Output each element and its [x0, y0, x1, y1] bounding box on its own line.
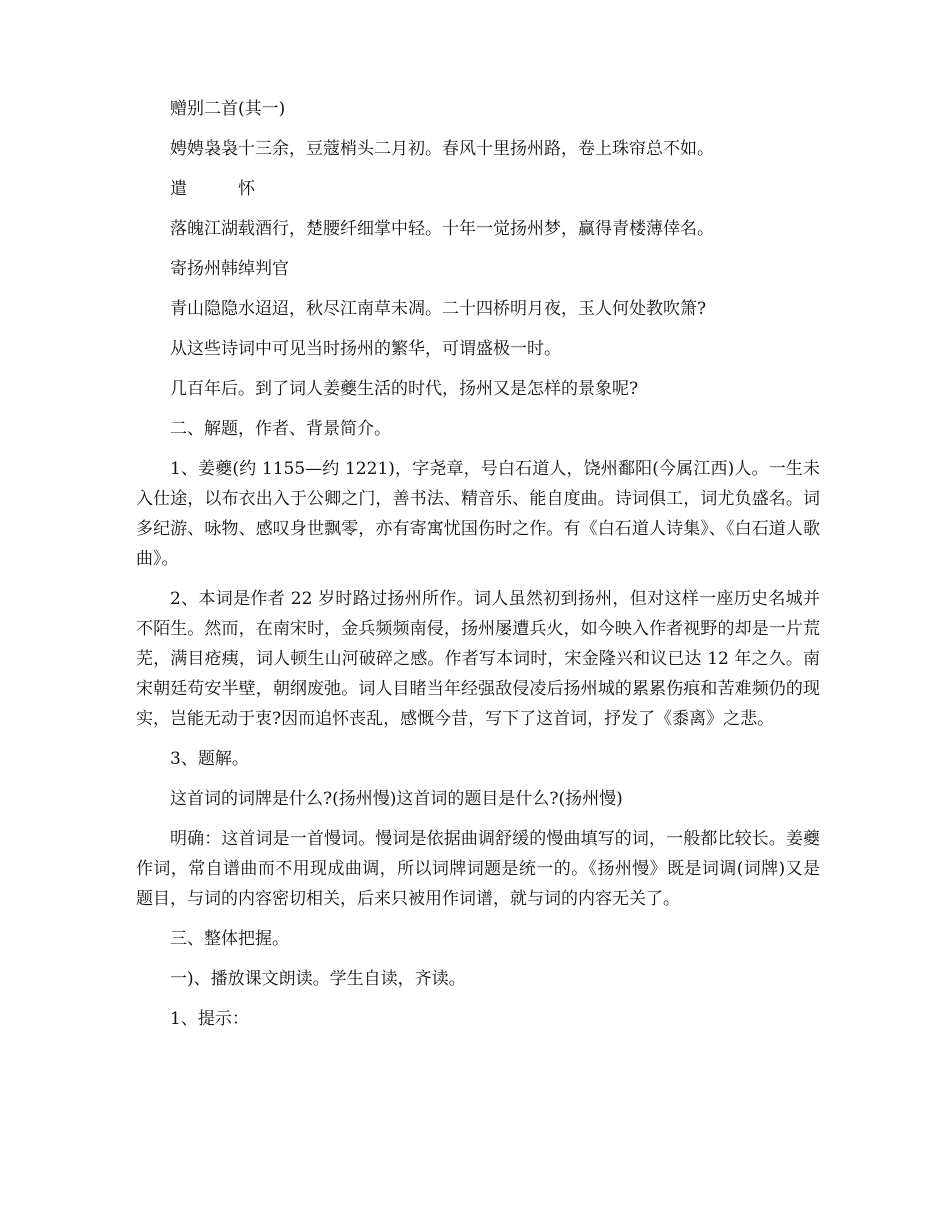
paragraph-hint: 1、提示： [170, 1009, 249, 1029]
paragraph-clarification: 明确：这首词是一首慢词。慢词是依据曲调舒缓的慢曲填写的词，一般都比较长。姜夔作词，常自谱曲而不用现成曲调，所以词牌词题是统一的。《扬州慢》既是词调(词牌)又是题目，与词的内容密切相关，后来只被用作词谱，就与词的内容无关了。 [136, 829, 820, 909]
poem-text-1: 娉娉袅袅十三余，豆蔻梢头二月初。春风十里扬州路，卷上珠帘总不如。 [170, 139, 714, 159]
paragraph-author: 1、姜夔(约 1155—约 1221)，字尧章，号白石道人，饶州鄱阳(今属江西)人。一生未入仕途，以布衣出入于公卿之门，善书法、精音乐、能自度曲。诗词俱工，词尤负盛名。词多纪游、咏物、感叹身世飘零，亦有寄寓忧国伤时之作。有《白石道人诗集》、《白石道人歌曲》。 [136, 459, 820, 569]
poem-title-1: 赠别二首(其一) [170, 99, 286, 119]
poem-text-3: 青山隐隐水迢迢，秋尽江南草未凋。二十四桥明月夜，玉人何处教吹箫? [170, 299, 707, 319]
section-heading-3: 三、整体把握。 [170, 929, 289, 949]
paragraph-cipai-question: 这首词的词牌是什么?(扬州慢)这首词的题目是什么?(扬州慢) [170, 789, 623, 809]
paragraph-prosperity: 从这些诗词中可见当时扬州的繁华，可谓盛极一时。 [170, 339, 561, 359]
paragraph-reading: 一)、播放课文朗读。学生自读，齐读。 [170, 969, 466, 989]
poem-title-2: 遣 怀 [170, 179, 255, 199]
poem-text-2: 落魄江湖载酒行，楚腰纤细掌中轻。十年一觉扬州梦，赢得青楼薄倖名。 [170, 219, 714, 239]
paragraph-background: 2、本词是作者 22 岁时路过扬州所作。词人虽然初到扬州，但对这样一座历史名城并不陌生。然而，在南宋时，金兵频频南侵，扬州屡遭兵火，如今映入作者视野的却是一片荒芜，满目疮痍，词人顿生山河破碎之感。作者写本词时，宋金隆兴和议已达 12 年之久。南宋朝廷苟安半壁，朝纲废弛。词人目睹当年经强敌侵凌后扬州城的累累伤痕和苦难频仍的现实，岂能无动于衷?因而追怀丧乱，感慨今昔，写下了这首词，抒发了《黍离》之悲。 [136, 589, 820, 729]
paragraph-question: 几百年后。到了词人姜夔生活的时代，扬州又是怎样的景象呢? [170, 379, 639, 399]
subheading-title-explain: 3、题解。 [170, 749, 249, 769]
poem-title-3: 寄扬州韩绰判官 [170, 259, 289, 279]
document-page [136, 94, 820, 1034]
section-heading-2: 二、解题，作者、背景简介。 [170, 419, 391, 439]
